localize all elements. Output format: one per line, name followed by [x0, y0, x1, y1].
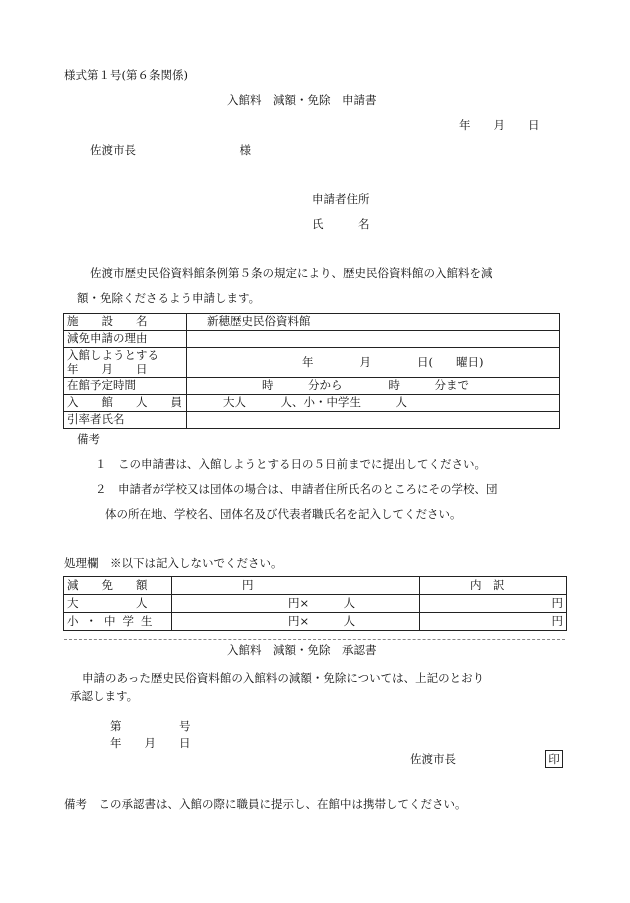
seal-mark: 印	[545, 750, 563, 768]
child-calc: 円× 人	[172, 613, 420, 631]
note-2-line2: 体の所在地、学校名、団体名及び代表者職氏名を記入してください。	[105, 507, 462, 521]
facility-label: 施 設 名	[64, 314, 187, 331]
adult-yen: 円	[420, 595, 567, 613]
approval-date: 年 月 日	[110, 736, 191, 750]
cut-line	[64, 639, 565, 640]
intro-text-line2: 額・免除くださるよう申請します。	[77, 291, 261, 305]
breakdown-header: 内 訳	[420, 577, 567, 595]
note-1: １ この申請書は、入館しようとする日の５日前までに提出してください。	[95, 457, 486, 471]
visitors-label: 入 館 人 員	[64, 395, 187, 412]
footer-note: 備考 この承認書は、入館の際に職員に提示し、在館中は携帯してください。	[64, 797, 467, 811]
date-line: 年 月 日	[459, 118, 540, 132]
adult-label: 大 人	[64, 595, 172, 613]
applicant-name-label: 氏 名	[312, 217, 370, 231]
reduction-yen-header: 円	[172, 577, 420, 595]
processing-heading: 処理欄 ※以下は記入しないでください。	[64, 556, 283, 570]
child-yen: 円	[420, 613, 567, 631]
addressee: 佐渡市長 様	[90, 143, 251, 157]
page-title: 入館料 減額・免除 申請書	[227, 93, 377, 107]
approval-title: 入館料 減額・免除 承認書	[227, 643, 377, 657]
stay-time-value: 時 分から 時 分まで	[187, 378, 560, 395]
stay-time-label: 在館予定時間	[64, 378, 187, 395]
approval-number: 第 号	[110, 719, 191, 733]
note-2-line1: ２ 申請者が学校又は団体の場合は、申請者住所氏名のところにその学校、団	[95, 482, 498, 496]
approval-text-line2: 承認します。	[70, 689, 139, 703]
approval-signer: 佐渡市長	[410, 752, 456, 766]
visit-date-label-line2: 年 月 日	[67, 362, 148, 376]
processing-table	[63, 576, 567, 631]
leader-name-value	[187, 412, 560, 429]
visit-date-label	[64, 348, 187, 378]
visit-date-label-line1: 入館しようとする	[67, 347, 159, 362]
notes-heading: 備考	[77, 432, 100, 446]
facility-value: 新穂歴史民俗資料館	[187, 314, 560, 331]
child-label: 小・中学生	[64, 613, 172, 631]
application-table	[63, 313, 560, 429]
applicant-address-label: 申請者住所	[312, 192, 370, 206]
visitors-value: 大人 人、小・中学生 人	[187, 395, 560, 412]
visit-date-value: 年 月 日( 曜日)	[187, 348, 560, 378]
reduction-amount-label: 減 免 額	[64, 577, 172, 595]
form-number: 様式第１号(第６条関係)	[64, 68, 188, 82]
reason-value	[187, 331, 560, 348]
adult-calc: 円× 人	[172, 595, 420, 613]
reason-label: 減免申請の理由	[64, 331, 187, 348]
leader-name-label: 引率者氏名	[64, 412, 187, 429]
intro-text-line1: 佐渡市歴史民俗資料館条例第５条の規定により、歴史民俗資料館の入館料を減	[90, 266, 493, 280]
approval-text-line1: 申請のあった歴史民俗資料館の入館料の減額・免除については、上記のとおり	[82, 671, 485, 685]
